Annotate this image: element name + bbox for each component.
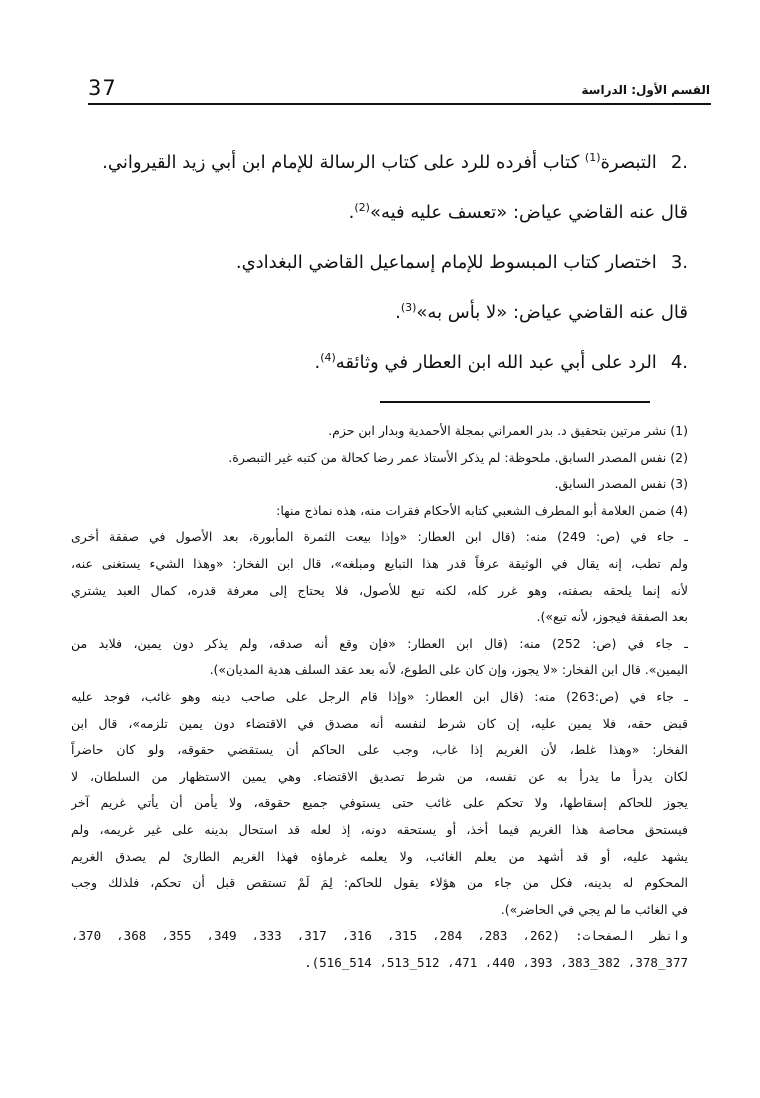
running-head: القسم الأول: الدراسة	[581, 83, 710, 97]
footnote-line: ـ جاء في (ص: 249) منه: (قال ابن العطار: «وإذا بيعت الثمرة المأبورة، بعد الأصول في صفقة أخرى	[71, 529, 688, 545]
list-item	[102, 146, 688, 180]
item-text: قال عنه القاضي عياض: «لا بأس به»	[416, 302, 688, 323]
item-text-rest: كتاب أفرده للرد على كتاب الرسالة للإمام ابن أبي زيد القيرواني.	[102, 152, 585, 173]
item-number: .3	[670, 252, 688, 273]
list-item	[236, 246, 688, 280]
footnote-ref: (4)	[320, 351, 336, 364]
footnote-ref: (1)	[584, 151, 601, 164]
footnote-line: في الغائب ما لم يجي في الحاضر»).	[500, 901, 688, 917]
footnote-line: بعد الصفقة فيجوز، لأنه تبع»).	[536, 609, 688, 625]
item-text: قال عنه القاضي عياض: «تعسف عليه فيه»	[369, 202, 688, 223]
footnote-line: اليمين». قال ابن الفخار: «لا يجوز، وإن كان على الطوع، لأنه بعد عقد السلف هدية المديان»).	[209, 662, 688, 678]
footnote: (1) نشر مرتين بتحقيق د. بدر العمراني بمجلة الأحمدية وبدار ابن حزم.	[328, 423, 688, 438]
item-text: اختصار كتاب المبسوط للإمام إسماعيل القاضي البغدادي.	[235, 252, 657, 273]
footnote-line: فيستحق محاصة هذا الغريم فيما أخذ، أو يستحقه دونه، إذ لعله قد استحال بدينه على غير غريمه، ولم	[71, 821, 688, 837]
footnote-line: ـ جاء في (ص: 252) منه: (قال ابن العطار: «فإن وقع أنه صدقه، ولم يذكر دون يمين، فلابد من	[71, 635, 688, 651]
footnote-line: يشهد عليه، أو قد أشهد من يعلم الغائب، ولا يعلمه غرماؤه فهذا الغريم الطارئ لم يصدق الغريم	[71, 848, 688, 864]
footnote-line: المحكوم له بدينه، فكل من جاء من هؤلاء يقول للحاكم: لِمَ لَمْ تستقص قبل أن تحكم، فلذلك وجب	[71, 875, 688, 891]
footnote-line: يجوز للحاكم إسقاطها، ولا تحكم على غائب حتى يستوفي جميع حقوقه، ولا يأمن أن يأتي غريم آخر	[71, 795, 688, 811]
header-rule	[88, 103, 711, 105]
footnote-separator	[380, 401, 650, 403]
footnote-line: ـ جاء في (ص:263) منه: (قال ابن العطار: «وإذا قام الرجل على صاحب دينه وهو غائب، فوجد عليه	[71, 688, 688, 704]
footnote: (4) ضمن العلامة أبو المطرف الشعبي كتابه الأحكام فقرات منه، هذه نماذج منها:	[276, 502, 688, 518]
item-number: .4	[670, 352, 688, 373]
item-text: الرد على أبي عبد الله ابن العطار في وثائقه	[335, 352, 657, 373]
footnote: (2) نفس المصدر السابق. ملحوظة: لم يذكر الأستاذ عمر رضا كحالة من كتبه غير التبصرة.	[228, 449, 688, 465]
item-text-rest: .	[348, 202, 355, 223]
footnote-line: لكان يدرأ ما يدرأ به عن نفسه، من شرط تصديق الاقتضاء. وهي يمين الاستظهار من السلطان، لا	[71, 768, 688, 784]
list-item	[349, 196, 688, 230]
item-number: .2	[670, 152, 688, 173]
page-references: وانظر الصفحات: (262، 283، 284، 315، 316، 317، 333، 349، 355، 368، 370،	[71, 928, 688, 944]
footnote-line: الفخار: «وهذا غلط، لأن الغريم إذا غاب، وجب على الحاكم أن يستقضي حقوقه، ولو كان حاضراً	[71, 742, 688, 758]
footnote-line: ولم تطب، إنه يقال في الوثيقة عرفاً قدر هذا التبايع ومبلغه»، قال ابن الفخار: «وهذا الشيء يستغنى عنه،	[71, 555, 688, 571]
footnotes	[71, 418, 688, 976]
footnote-ref: (2)	[354, 201, 370, 214]
footnote-line: قبض حقه، فلا يمين عليه، إن كان شرط لنفسه أنه مصدق في الاقتضاء دون يمين تلزمه»، قال ابن	[71, 715, 688, 731]
footnote: (3) نفس المصدر السابق.	[554, 476, 688, 492]
list-item	[395, 296, 688, 330]
list-item	[314, 346, 688, 380]
footnote-line: لأنه إنما يلحقه بصفته، وهو غرر كله، لكنه تبع للأصول، فلا يحتاج إلى معرفة قدره، كمال العبد يشتري	[71, 582, 688, 598]
item-text-rest: .	[314, 352, 321, 373]
page-references: 377_378، 382_383، 393، 440، 471، 512_513، 514_516).	[304, 954, 688, 970]
page-header	[88, 76, 710, 102]
footnote-ref: (3)	[400, 301, 417, 314]
item-text: التبصرة	[600, 152, 657, 173]
item-text-rest: .	[395, 302, 401, 323]
page-number: 37	[88, 76, 117, 100]
